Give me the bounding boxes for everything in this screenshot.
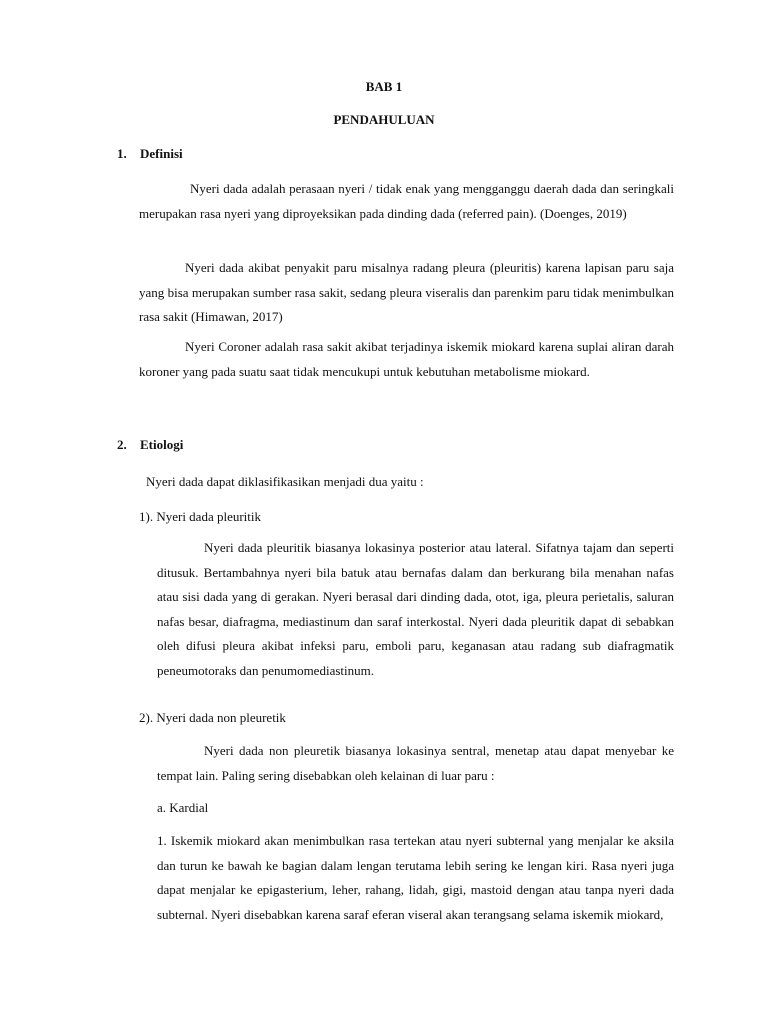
- paragraph: Nyeri Coroner adalah rasa sakit akibat terjadinya iskemik miokard karena suplai aliran darah koroner yang pada suatu saat tidak mencukupi untuk kebutuhan metabolisme miokard.: [139, 339, 674, 379]
- section-title: Definisi: [140, 146, 183, 161]
- section-number: 2.: [117, 437, 127, 452]
- list-item: 1. Iskemik miokard akan menimbulkan rasa tertekan atau nyeri subternal yang menjalar ke aksila dan turun ke bawah ke bagian dalam lengan terutama lebih sering ke lengan kiri. Rasa nyeri juga dapat menjalar ke epigasterium, leher, rahang, lidah, gigi, mastoid dengan atau tanpa nyeri dada subternal. Nyeri disebabkan karena saraf eferan viseral akan terangsang selama iskemik miokard,: [157, 833, 674, 922]
- paragraph: Nyeri dada adalah perasaan nyeri / tidak enak yang mengganggu daerah dada dan seringkali merupakan rasa nyeri yang diproyeksikan pada dinding dada (referred pain). (Doenges, 2019): [139, 181, 674, 221]
- section-intro: Nyeri dada dapat diklasifikasikan menjadi dua yaitu :: [146, 474, 424, 489]
- section-title: Etiologi: [140, 437, 184, 452]
- paragraph: Nyeri dada akibat penyakit paru misalnya radang pleura (pleuritis) karena lapisan paru saja yang bisa merupakan sumber rasa sakit, sedang pleura viseralis dan parenkim paru tidak menimbulkan rasa sakit (Himawan, 2017): [139, 260, 674, 324]
- subsection-title: a. Kardial: [157, 800, 209, 815]
- paragraph: Nyeri dada pleuritik biasanya lokasinya posterior atau lateral. Sifatnya tajam dan seperti ditusuk. Bertambahnya nyeri bila batuk atau bernafas dalam dan berkurang bila menahan nafas atau sisi dada yang di gerakan. Nyeri berasal dari dinding dada, otot, iga, pleura perietalis, saluran nafas besar, diafragma, mediastinum dan saraf interkostal. Nyeri dada pleuritik dapat di sebabkan oleh difusi pleura akibat infeksi paru, emboli paru, keganasan atau radang sub diafragmatik peneumotoraks dan penumomediastinum.: [157, 540, 674, 678]
- subsection-title: 2). Nyeri dada non pleuretik: [139, 710, 286, 725]
- subsection-title: 1). Nyeri dada pleuritik: [139, 509, 262, 524]
- paragraph: Nyeri dada non pleuretik biasanya lokasinya sentral, menetap atau dapat menyebar ke tempat lain. Paling sering disebabkan oleh kelainan di luar paru :: [157, 743, 674, 783]
- chapter-label: BAB 1: [365, 79, 403, 94]
- section-number: 1.: [117, 146, 127, 161]
- section-heading-definisi: [117, 146, 183, 162]
- section-heading-etiologi: [117, 437, 183, 453]
- chapter-title: PENDAHULUAN: [333, 112, 435, 127]
